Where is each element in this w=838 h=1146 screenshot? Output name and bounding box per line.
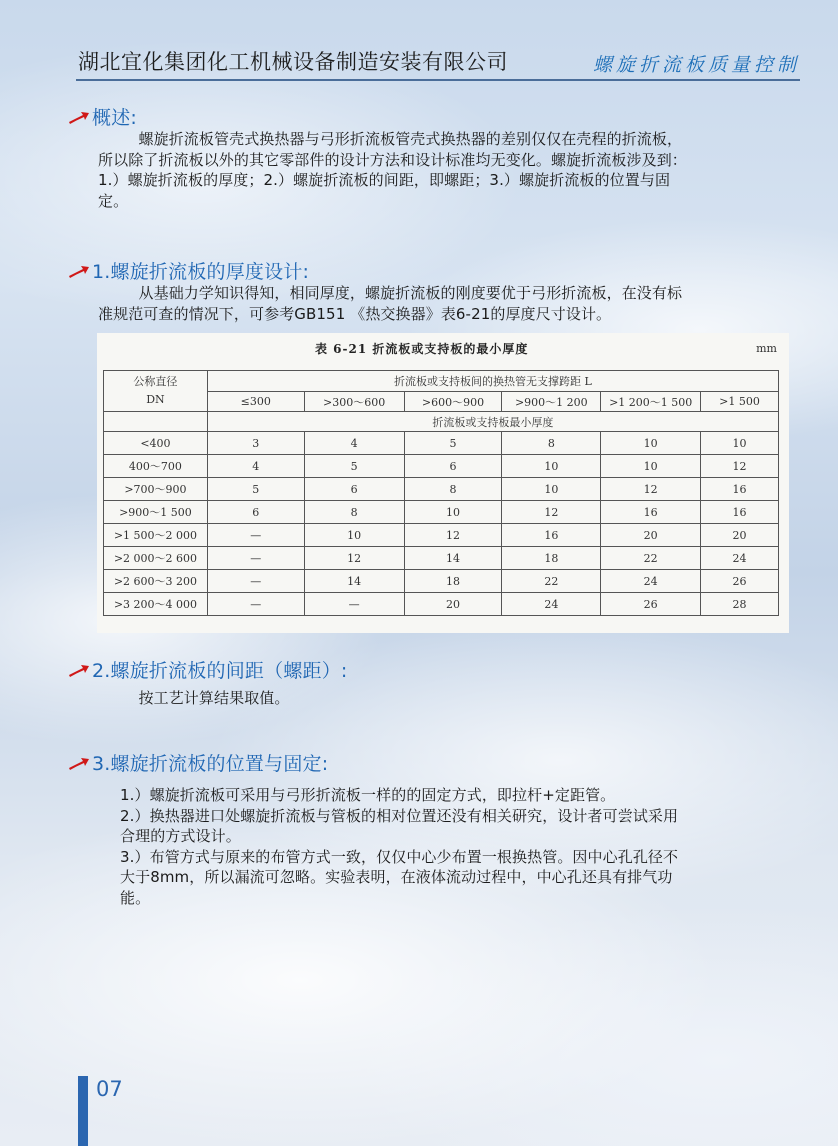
- thickness-cell: 28: [701, 593, 779, 616]
- table-row: [104, 547, 779, 570]
- text-line: 按工艺计算结果取值。: [138, 689, 290, 707]
- page-number-bar: [78, 1076, 88, 1146]
- table-row: [104, 478, 779, 501]
- thickness-section: [68, 257, 788, 324]
- thickness-cell: —: [207, 547, 304, 570]
- span-column: >300～600: [304, 392, 404, 412]
- dn-header-line2: DN: [146, 393, 165, 406]
- text-line: 2.）换热器进口处螺旋折流板与管板的相对位置还没有相关研究，设计者可尝试采用: [120, 806, 679, 825]
- text-line: 螺旋折流板管壳式换热器与弓形折流板管壳式换热器的差别仅仅在壳程的折流板，: [138, 130, 683, 148]
- thickness-cell: 10: [502, 455, 601, 478]
- thickness-cell: 16: [701, 478, 779, 501]
- thickness-cell: 10: [701, 432, 779, 455]
- table-row: [104, 570, 779, 593]
- thickness-cell: 4: [304, 432, 404, 455]
- header-divider: [76, 79, 800, 81]
- red-arrow-icon: [68, 753, 90, 771]
- dn-cell: >2 600～3 200: [104, 570, 208, 593]
- table-row: [104, 455, 779, 478]
- thickness-cell: 16: [502, 524, 601, 547]
- thickness-cell: 10: [502, 478, 601, 501]
- span-column: >1 500: [701, 392, 779, 412]
- thickness-cell: 8: [304, 501, 404, 524]
- overview-section: [68, 103, 788, 211]
- thickness-cell: 24: [601, 570, 701, 593]
- thickness-cell: —: [304, 593, 404, 616]
- thickness-cell: 12: [601, 478, 701, 501]
- thickness-cell: 5: [207, 478, 304, 501]
- red-arrow-icon: [68, 261, 90, 279]
- text-line: 1.）螺旋折流板可采用与弓形折流板一样的的固定方式，即拉杆+定距管。: [120, 786, 616, 804]
- text-line: 3.）布管方式与原来的布管方式一致，仅仅中心少布置一根换热管。因中心孔孔径不: [120, 847, 679, 866]
- thickness-cell: —: [207, 570, 304, 593]
- dn-cell: >700～900: [104, 478, 208, 501]
- thickness-cell: 14: [404, 547, 502, 570]
- company-name: 湖北宜化集团化工机械设备制造安装有限公司: [78, 50, 508, 74]
- thickness-cell: 20: [601, 524, 701, 547]
- thickness-cell: 14: [304, 570, 404, 593]
- text-line: 1.）螺旋折流板的厚度；2.）螺旋折流板的间距，即螺距；3.）螺旋折流板的位置与固: [98, 171, 671, 189]
- overview-title: 概述:: [92, 106, 138, 129]
- dn-header: [104, 371, 208, 412]
- overview-paragraph: [68, 129, 788, 211]
- thickness-cell: 6: [304, 478, 404, 501]
- text-line: 准规范可查的情况下，可参考GB151 《热交换器》表6-21的厚度尺寸设计。: [98, 304, 612, 323]
- dn-cell: <400: [104, 432, 208, 455]
- thickness-cell: 22: [601, 547, 701, 570]
- text-line: 所以除了折流板以外的其它零部件的设计方法和设计标准均无变化。螺旋折流板涉及到：: [98, 150, 687, 169]
- thickness-cell: 12: [304, 547, 404, 570]
- thickness-heading: [68, 257, 788, 283]
- thickness-header: 折流板或支持板最小厚度: [207, 412, 778, 432]
- table-body: [104, 432, 779, 616]
- thickness-cell: 26: [701, 570, 779, 593]
- thickness-cell: 3: [207, 432, 304, 455]
- span-header: 折流板或支持板间的换热管无支撑跨距 L: [207, 371, 778, 392]
- position-section: [68, 749, 788, 908]
- thickness-cell: 20: [404, 593, 502, 616]
- thickness-table-figure: [97, 333, 789, 633]
- position-paragraph: [68, 785, 788, 908]
- thickness-cell: 5: [404, 432, 502, 455]
- thickness-cell: 10: [601, 455, 701, 478]
- empty-cell: [104, 412, 208, 432]
- page-header: [76, 44, 800, 80]
- table-caption-row: [97, 340, 789, 358]
- position-heading: [68, 749, 788, 775]
- pitch-section: [68, 656, 788, 709]
- thickness-cell: 20: [701, 524, 779, 547]
- dn-cell: >2 000～2 600: [104, 547, 208, 570]
- thickness-cell: 4: [207, 455, 304, 478]
- pitch-heading: [68, 656, 788, 682]
- table-row: [104, 501, 779, 524]
- position-title: 3.螺旋折流板的位置与固定:: [92, 752, 329, 775]
- dn-header-line1: 公称直径: [133, 375, 178, 388]
- thickness-cell: 8: [404, 478, 502, 501]
- document-title: 螺旋折流板质量控制: [592, 54, 800, 76]
- thickness-cell: 24: [701, 547, 779, 570]
- thickness-paragraph: [68, 283, 788, 324]
- thickness-title: 1.螺旋折流板的厚度设计:: [92, 260, 310, 283]
- text-line: 定。: [98, 191, 129, 210]
- table-header-row: [104, 371, 779, 392]
- table-caption: 表 6-21 折流板或支持板的最小厚度: [315, 342, 529, 356]
- table-row: [104, 593, 779, 616]
- thickness-cell: 12: [502, 501, 601, 524]
- span-column: >900～1 200: [502, 392, 601, 412]
- red-arrow-icon: [68, 107, 90, 125]
- span-column: >1 200～1 500: [601, 392, 701, 412]
- thickness-cell: —: [207, 524, 304, 547]
- text-line: 从基础力学知识得知，相同厚度，螺旋折流板的刚度要优于弓形折流板，在没有标: [138, 284, 683, 302]
- thickness-cell: 6: [404, 455, 502, 478]
- thickness-cell: 24: [502, 593, 601, 616]
- thickness-cell: 8: [502, 432, 601, 455]
- pitch-paragraph: [68, 688, 788, 709]
- table-row: [104, 432, 779, 455]
- dn-cell: 400～700: [104, 455, 208, 478]
- thickness-cell: 12: [701, 455, 779, 478]
- span-column: ≤300: [207, 392, 304, 412]
- dn-cell: >1 500～2 000: [104, 524, 208, 547]
- thickness-cell: 10: [304, 524, 404, 547]
- thickness-cell: 6: [207, 501, 304, 524]
- thickness-cell: 10: [601, 432, 701, 455]
- thickness-table: [103, 370, 779, 616]
- red-arrow-icon: [68, 660, 90, 678]
- pitch-title: 2.螺旋折流板的间距（螺距）:: [92, 659, 348, 682]
- overview-heading: [68, 103, 788, 129]
- text-line: 能。: [120, 888, 151, 907]
- thickness-cell: 18: [404, 570, 502, 593]
- thickness-cell: 16: [601, 501, 701, 524]
- page-number: 07: [96, 1077, 123, 1101]
- thickness-header-row: [104, 412, 779, 432]
- text-line: 合理的方式设计。: [120, 827, 241, 845]
- thickness-cell: 18: [502, 547, 601, 570]
- thickness-cell: 16: [701, 501, 779, 524]
- dn-cell: >3 200～4 000: [104, 593, 208, 616]
- text-line: 大于8mm，所以漏流可忽略。实验表明，在液体流动过程中，中心孔还具有排气功: [120, 868, 673, 886]
- span-column: >600～900: [404, 392, 502, 412]
- thickness-cell: 22: [502, 570, 601, 593]
- thickness-cell: 12: [404, 524, 502, 547]
- thickness-cell: 10: [404, 501, 502, 524]
- thickness-cell: —: [207, 593, 304, 616]
- table-row: [104, 524, 779, 547]
- thickness-cell: 26: [601, 593, 701, 616]
- table-unit: mm: [756, 342, 777, 355]
- dn-cell: >900～1 500: [104, 501, 208, 524]
- thickness-cell: 5: [304, 455, 404, 478]
